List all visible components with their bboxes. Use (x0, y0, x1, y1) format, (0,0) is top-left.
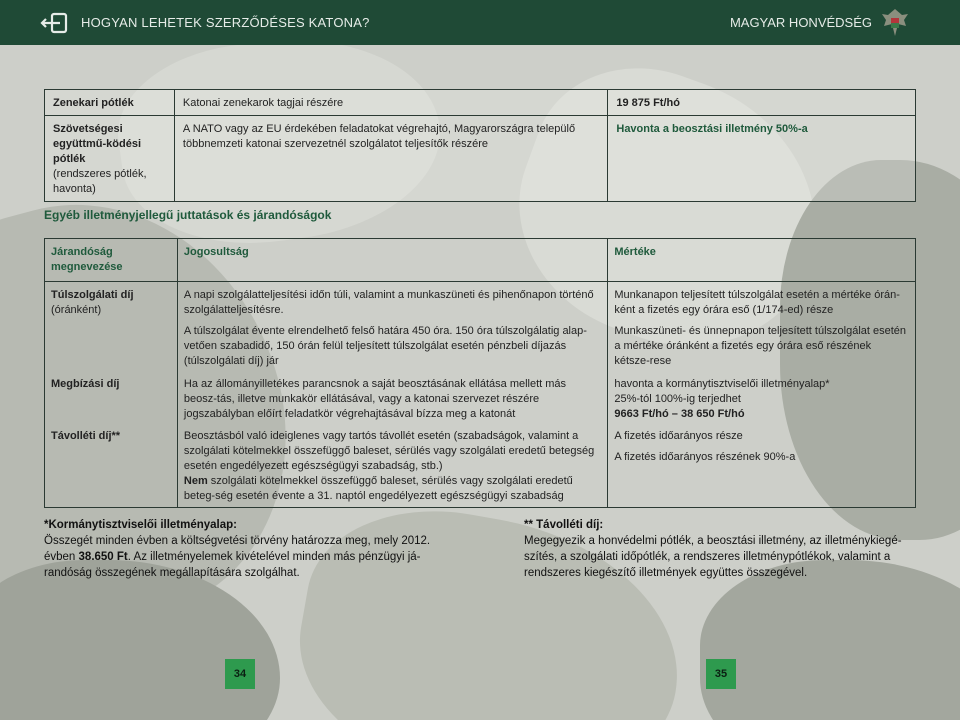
table-row (45, 374, 916, 426)
table-row (45, 116, 916, 202)
row-name-cell (45, 282, 178, 374)
table-row (45, 282, 916, 374)
row-entitlement: Ha az állományilletékes parancsnok a saját beosztásának ellátása mellett más beosz-tás, illetve munkakör ellátásával, vagy a katonai szervezet részére jogszabályban előírt feladatkör végrehajtásával bízza meg a katonát (177, 374, 607, 426)
row-entitlement (177, 426, 607, 508)
row-description: A NATO vagy az EU érdekében feladatokat végrehajtó, Magyarországra települő többnemzeti katonai szervezetnél szolgálatot teljesítők részére (174, 116, 607, 202)
table-header-row (45, 239, 916, 282)
page-number-right: 35 (706, 659, 736, 689)
footnote-title: *Kormánytisztviselői illetményalap: (44, 519, 238, 531)
footnote-title: ** Távolléti díj: (524, 519, 604, 531)
entitlement-text: A túlszolgálat évente elrendelhető felső határa 450 óra. 150 óra túlszolgálatig alap-vetően szabadidő, 150 órán felül teljesített túlszolgálat esetén pénzbeli díjazás (túlszolgálati díj) jár (183, 325, 587, 367)
column-header: Mértéke (608, 239, 916, 282)
footnote-text-part: . Az illetményelemek kivételével minden más pénzügyi já-randóság összegének megállapítására szolgálhat. (44, 551, 421, 579)
column-header: Jogosultság (177, 239, 607, 282)
row-name-sub: (óránként) (51, 304, 102, 316)
footnote-text-part: évben (44, 551, 79, 563)
row-measure (608, 426, 916, 508)
footnote-left (44, 517, 454, 581)
exit-arrow-icon[interactable] (40, 12, 70, 34)
header-left-title: HOGYAN LEHETEK SZERZŐDÉSES KATONA? (81, 15, 370, 30)
pay-supplement-table (44, 89, 916, 202)
row-measure (608, 282, 916, 374)
row-amount: Havonta a beosztási illetmény 50%-a (608, 116, 916, 202)
row-amount: 19 875 Ft/hó (608, 90, 916, 116)
entitlement-text: Beosztásból való ideiglenes vagy tartós távollét esetén (szabadságok, valamint a szolgálati kötelmekkel összefüggő baleset, sérülés vagy szolgálati eredetű betegség esetén engedélyezett egészségügyi szabadság, stb.) (183, 429, 595, 472)
section-heading: Egyéb illetményjellegű juttatások és járandóságok (44, 208, 332, 222)
entitlement-rest: szolgálati kötelmekkel összefüggő baleset, sérülés vagy szolgálati eredetű beteg-ség esetén évente a 31. naptól engedélyezett egészségügyi szabadság (183, 474, 573, 502)
column-header: Járandóság megnevezése (45, 239, 178, 282)
allowances-table (44, 238, 916, 508)
row-name: Távolléti díj** (45, 426, 178, 508)
table-row (45, 90, 916, 116)
measure-amount: 9663 Ft/hó – 38 650 Ft/hó (614, 407, 745, 420)
entitlement-text (184, 474, 601, 504)
measure-text: Munkaszüneti- és ünnepnapon teljesített túlszolgálat esetén a mértéke óránként a fizetés egy órára eső részének kétsze-rese (614, 325, 907, 367)
row-name-sub: (rendszeres pótlék, havonta) (53, 168, 147, 195)
footnote-text (44, 549, 454, 581)
header-right-title: MAGYAR HONVÉDSÉG (729, 15, 872, 30)
row-name-cell (45, 116, 175, 202)
measure-text: A fizetés időarányos része (614, 429, 743, 442)
row-name: Szövetségesi együttmű-ködési pótlék (53, 123, 142, 165)
footnote-text: Megegyezik a honvédelmi pótlék, a beosztási illetmény, az illetménykiegé-szítés, a szolgálati időpótlék, a rendszeres illetménypótlékok, valamint a rendszeres kiegészítő illetmények együttes összegével. (524, 535, 902, 579)
measure-text: havonta a kormánytisztviselői illetményalap* (614, 377, 830, 390)
measure-text: Munkanapon teljesített túlszolgálat esetén a mértéke órán-ként a fizetés egy órára eső (1/174-ed) része (614, 289, 900, 316)
row-name: Túlszolgálati díj (51, 289, 134, 301)
table-row (45, 426, 916, 508)
header-bar (0, 0, 960, 45)
measure-text: A fizetés időarányos részének 90%-a (614, 450, 796, 463)
bold-word: Nem (183, 474, 208, 487)
entitlement-text: A napi szolgálatteljesítési időn túli, valamint a munkaszüneti és pihenőnapon történő szolgálatteljesítésre. (183, 289, 594, 316)
row-measure (608, 374, 916, 426)
row-name: Zenekari pótlék (45, 90, 175, 116)
page-number-left: 34 (225, 659, 255, 689)
footnote-right (524, 517, 916, 581)
row-name: Megbízási díj (45, 374, 178, 426)
row-entitlement (177, 282, 607, 374)
army-emblem-icon (880, 6, 910, 40)
row-description: Katonai zenekarok tagjai részére (174, 90, 607, 116)
measure-text: 25%-tól 100%-ig terjedhet (614, 392, 741, 405)
footnote-text: Összegét minden évben a költségvetési törvény határozza meg, mely 2012. (44, 535, 431, 547)
footnote-amount: 38.650 Ft (78, 551, 128, 563)
